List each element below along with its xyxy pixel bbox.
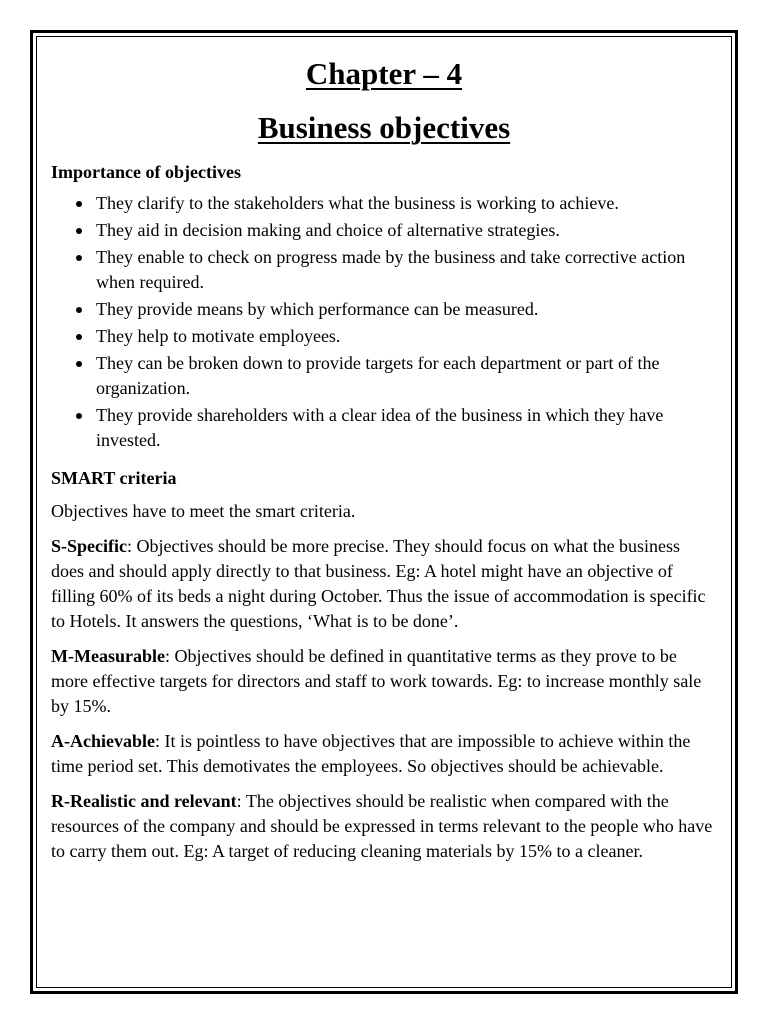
list-item-text: They aid in decision making and choice of alternative strategies.	[96, 220, 560, 240]
criterion-text: : It is pointless to have objectives that are impossible to achieve within the time period set. This demotivates the employees. So objectives should be achievable.	[51, 731, 691, 776]
importance-list	[51, 191, 717, 453]
criterion-term: S-Specific	[51, 536, 127, 556]
smart-intro: Objectives have to meet the smart criteria.	[51, 501, 356, 521]
list-item	[96, 351, 717, 401]
bullet-icon	[76, 307, 82, 313]
bullet-icon	[76, 413, 82, 419]
criterion-text: : Objectives should be more precise. They should focus on what the business does and should apply directly to that business. Eg: A hotel might have an objective of filling 60% of its beds a night during October. Thus the issue of accommodation is specific to Hotels. It answers the questions, ‘What is to be done’.	[51, 536, 706, 631]
criterion-achievable	[51, 729, 717, 779]
list-item	[96, 245, 717, 295]
importance-heading: Importance of objectives	[51, 162, 241, 182]
bullet-icon	[76, 334, 82, 340]
bullet-icon	[76, 361, 82, 367]
smart-heading: SMART criteria	[51, 468, 177, 488]
list-item	[96, 191, 717, 216]
bullet-icon	[76, 228, 82, 234]
chapter-heading: Chapter – 4	[305, 56, 463, 91]
bullet-icon	[76, 255, 82, 261]
bullet-icon	[76, 201, 82, 207]
list-item-text: They help to motivate employees.	[96, 326, 341, 346]
criterion-specific	[51, 534, 717, 634]
document-content	[51, 52, 717, 864]
list-item	[96, 218, 717, 243]
criterion-term: R-Realistic and relevant	[51, 791, 237, 811]
list-item-text: They clarify to the stakeholders what the business is working to achieve.	[96, 193, 619, 213]
list-item-text: They can be broken down to provide targets for each department or part of the organization.	[96, 353, 660, 398]
criterion-term: M-Measurable	[51, 646, 165, 666]
criterion-realistic	[51, 789, 717, 864]
criterion-measurable	[51, 644, 717, 719]
criterion-term: A-Achievable	[51, 731, 155, 751]
list-item	[96, 403, 717, 453]
page-title: Business objectives	[257, 110, 511, 145]
list-item-text: They provide shareholders with a clear idea of the business in which they have invested.	[96, 405, 664, 450]
criterion-text: : Objectives should be defined in quantitative terms as they prove to be more effective targets for directors and staff to work towards. Eg: to increase monthly sale by 15%.	[51, 646, 702, 716]
list-item	[96, 324, 717, 349]
list-item-text: They provide means by which performance can be measured.	[96, 299, 539, 319]
criterion-text: : The objectives should be realistic when compared with the resources of the company and should be expressed in terms relevant to the people who have to carry them out. Eg: A target of reducing cleaning materials by 15% to a cleaner.	[51, 791, 713, 861]
list-item-text: They enable to check on progress made by the business and take corrective action when required.	[96, 247, 686, 292]
list-item	[96, 297, 717, 322]
